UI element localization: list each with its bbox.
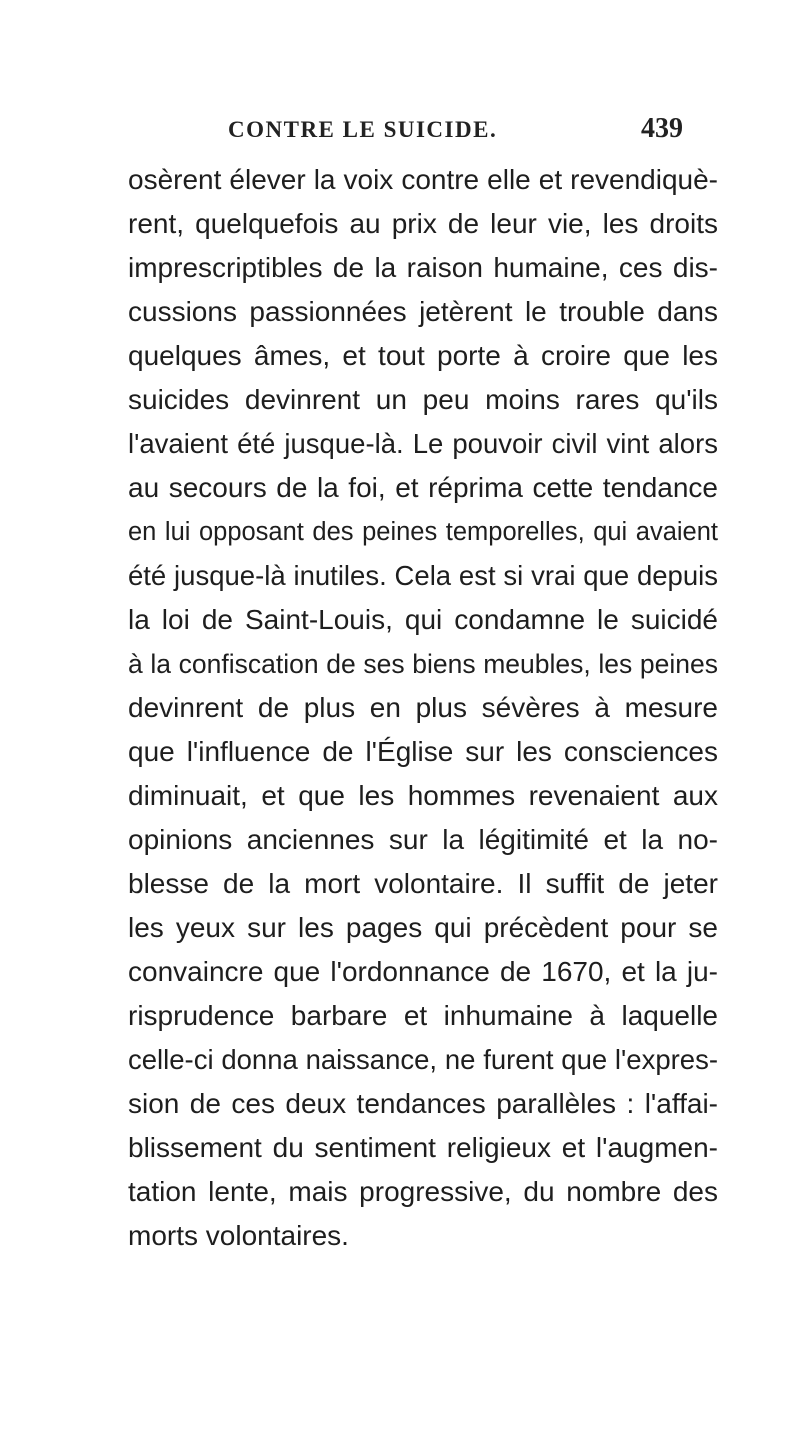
text-line: imprescriptibles de la raison humaine, ces dis-: [128, 252, 718, 283]
text-line: devinrent de plus en plus sévères à mesure: [128, 692, 718, 723]
text-line: celle-ci donna naissance, ne furent que l'expres-: [128, 1044, 718, 1075]
text-line: blissement du sentiment religieux et l'augmen-: [128, 1132, 718, 1163]
text-line: en lui opposant des peines temporelles, qui avaient: [128, 518, 718, 546]
text-line: été jusque-là inutiles. Cela est si vrai que depuis: [128, 560, 718, 591]
text-line: la loi de Saint-Louis, qui condamne le suicidé: [128, 604, 718, 635]
text-line: tation lente, mais progressive, du nombre des: [128, 1176, 718, 1207]
running-title: CONTRE LE SUICIDE.: [228, 117, 498, 142]
text-line: que l'influence de l'Église sur les consciences: [128, 736, 718, 767]
text-line: convaincre que l'ordonnance de 1670, et la ju-: [128, 956, 718, 987]
text-line: sion de ces deux tendances parallèles : l'affai-: [128, 1088, 718, 1119]
text-line: suicides devinrent un peu moins rares qu'ils: [128, 384, 718, 415]
text-line: les yeux sur les pages qui précèdent pour se: [128, 912, 718, 943]
text-line: au secours de la foi, et réprima cette tendance: [128, 472, 718, 503]
text-line: quelques âmes, et tout porte à croire que les: [128, 340, 718, 371]
page-number: 439: [641, 113, 683, 144]
text-line: diminuait, et que les hommes revenaient aux: [128, 780, 718, 811]
text-line-last: morts volontaires.: [128, 1220, 349, 1251]
text-line: à la confiscation de ses biens meubles, les peines: [128, 649, 718, 679]
text-line: cussions passionnées jetèrent le trouble dans: [128, 296, 718, 327]
text-line: rent, quelquefois au prix de leur vie, les droits: [128, 208, 718, 239]
text-line: blesse de la mort volontaire. Il suffit de jeter: [128, 868, 718, 899]
body-paragraph: [128, 158, 718, 1258]
text-line: opinions anciennes sur la légitimité et la no-: [128, 824, 718, 855]
text-line: risprudence barbare et inhumaine à laquelle: [128, 1000, 718, 1031]
text-line: osèrent élever la voix contre elle et revendiquè-: [128, 164, 718, 195]
text-line: l'avaient été jusque-là. Le pouvoir civil vint alors: [128, 428, 718, 459]
